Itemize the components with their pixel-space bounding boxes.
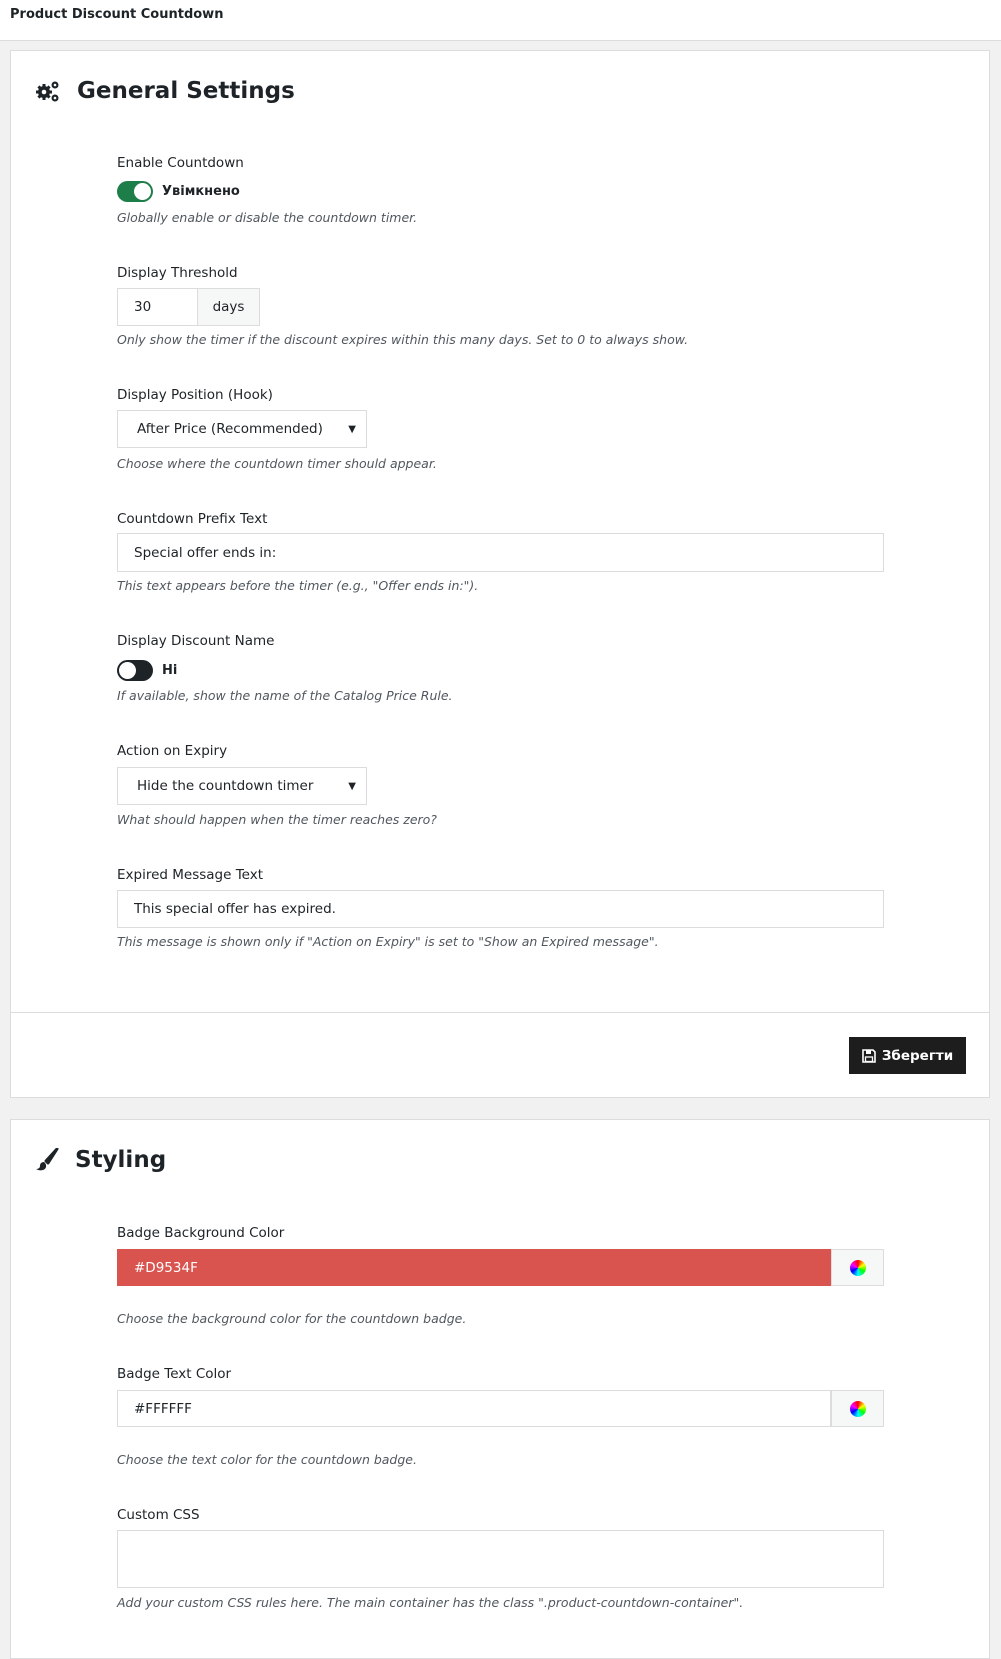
color-wheel-icon: [850, 1260, 866, 1276]
prefix-text-label: Countdown Prefix Text: [117, 511, 268, 527]
styling-panel: [10, 1119, 990, 1659]
chevron-down-icon: ▼: [348, 780, 356, 792]
expired-message-label: Expired Message Text: [117, 867, 264, 883]
action-expiry-value: Hide the countdown timer: [137, 778, 314, 794]
display-position-label: Display Position (Hook): [117, 387, 273, 403]
badge-bg-input[interactable]: #D9534F: [117, 1249, 831, 1286]
color-wheel-icon: [850, 1401, 866, 1417]
badge-bg-color-picker-button[interactable]: [831, 1249, 884, 1286]
discount-name-toggle[interactable]: [117, 660, 153, 681]
badge-text-color-picker-button[interactable]: [831, 1390, 884, 1427]
styling-heading: [35, 1147, 166, 1173]
badge-bg-help: Choose the background color for the countdown badge.: [117, 1311, 467, 1326]
badge-bg-label: Badge Background Color: [117, 1225, 285, 1241]
display-threshold-help: Only show the timer if the discount expires within this many days. Set to 0 to always show.: [117, 332, 689, 347]
page-title: Product Discount Countdown: [10, 7, 224, 22]
display-position-value: After Price (Recommended): [137, 421, 323, 437]
prefix-text-input[interactable]: Special offer ends in:: [117, 533, 884, 572]
prefix-text-help: This text appears before the timer (e.g., "Offer ends in:").: [117, 578, 479, 593]
general-settings-panel: [10, 50, 990, 1098]
discount-name-row: [117, 660, 177, 681]
days-addon: days: [198, 288, 260, 326]
chevron-down-icon: ▼: [348, 423, 356, 435]
badge-text-input[interactable]: #FFFFFF: [117, 1390, 831, 1427]
discount-name-help: If available, show the name of the Catalog Price Rule.: [117, 688, 453, 703]
gears-icon: [35, 79, 61, 103]
enable-countdown-row: [117, 181, 240, 202]
heading-text: Styling: [75, 1147, 167, 1173]
footer-divider: [11, 1012, 989, 1013]
action-expiry-label: Action on Expiry: [117, 743, 228, 759]
custom-css-textarea[interactable]: [117, 1530, 884, 1588]
custom-css-help: Add your custom CSS rules here. The main container has the class ".product-countdown-container".: [117, 1595, 744, 1610]
enable-countdown-toggle[interactable]: [117, 181, 153, 202]
display-position-help: Choose where the countdown timer should appear.: [117, 456, 437, 471]
enable-countdown-help: Globally enable or disable the countdown timer.: [117, 210, 418, 225]
discount-name-state: Ні: [162, 663, 178, 678]
top-bar: [0, 0, 1001, 41]
action-expiry-help: What should happen when the timer reaches zero?: [117, 812, 437, 827]
save-button[interactable]: [849, 1037, 966, 1074]
enable-countdown-label: Enable Countdown: [117, 155, 244, 171]
display-threshold-input[interactable]: 30: [117, 288, 198, 326]
action-expiry-select[interactable]: [117, 767, 367, 805]
heading-text: General Settings: [77, 78, 295, 104]
expired-message-input[interactable]: This special offer has expired.: [117, 890, 884, 928]
save-icon: [862, 1049, 876, 1063]
enable-countdown-state: Увімкнено: [162, 184, 240, 199]
save-label: Зберегти: [881, 1047, 954, 1064]
display-position-select[interactable]: [117, 410, 367, 448]
badge-text-help: Choose the text color for the countdown badge.: [117, 1452, 417, 1467]
custom-css-label: Custom CSS: [117, 1507, 200, 1523]
general-settings-heading: [35, 78, 295, 104]
display-threshold-label: Display Threshold: [117, 265, 238, 281]
badge-text-label: Badge Text Color: [117, 1366, 232, 1382]
discount-name-label: Display Discount Name: [117, 633, 275, 649]
paintbrush-icon: [35, 1148, 59, 1172]
expired-message-help: This message is shown only if "Action on Expiry" is set to "Show an Expired message".: [117, 934, 659, 949]
